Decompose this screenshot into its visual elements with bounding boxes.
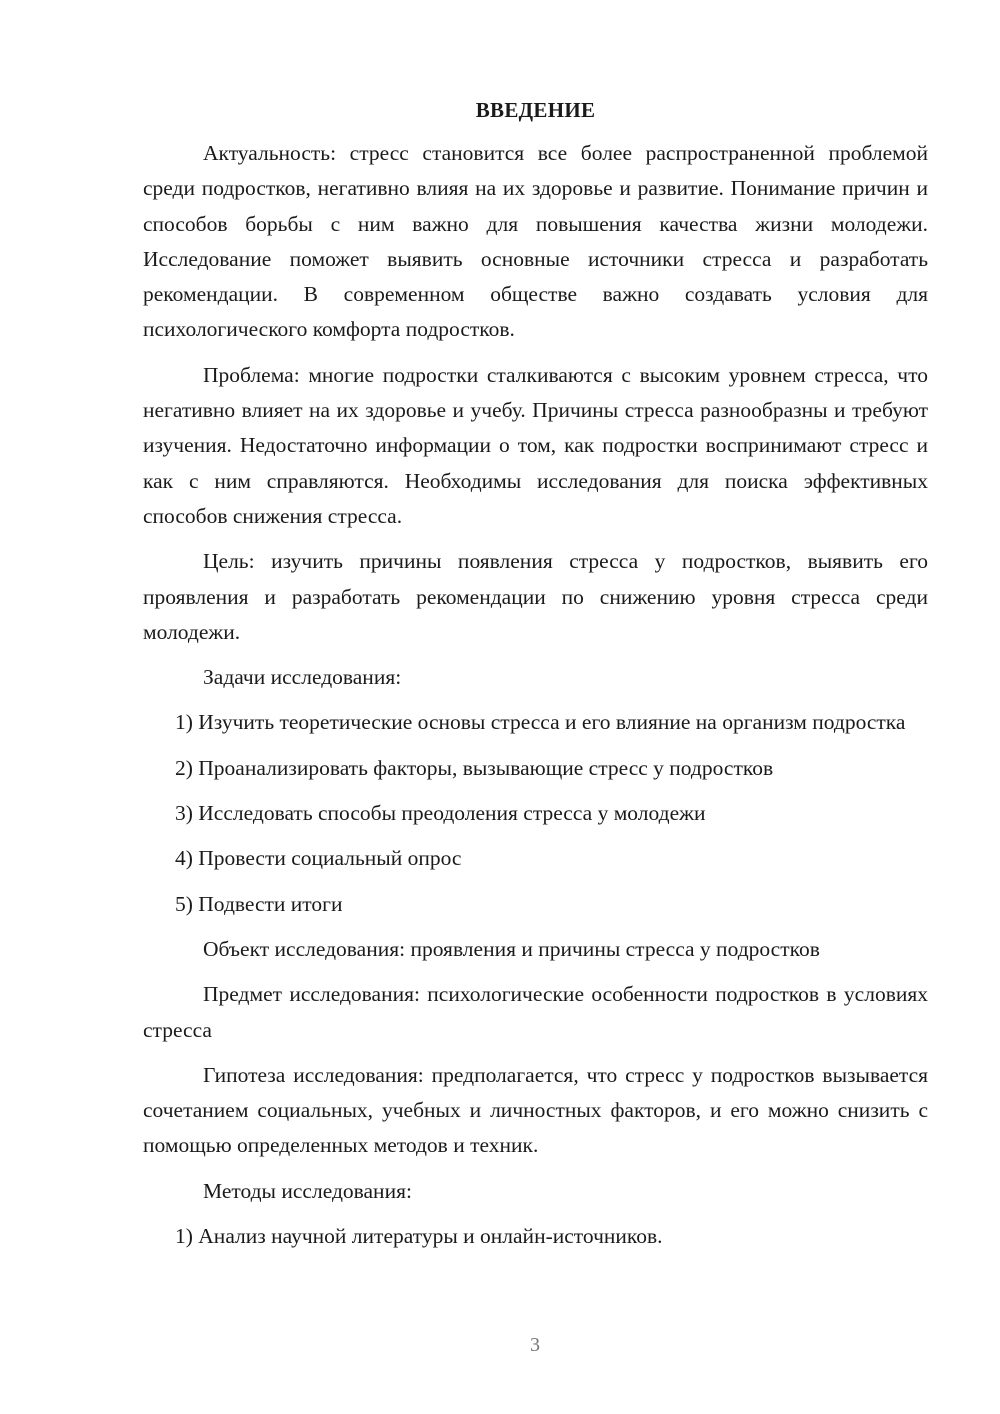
object-paragraph: Объект исследования: проявления и причины стресса у подростков: [203, 936, 820, 961]
task-item: 3) Исследовать способы преодоления стресса у молодежи: [175, 801, 706, 826]
relevance-paragraph: Актуальность: стресс становится все более распространенной проблемой среди подростков, негативно влияя на их здоровье и развитие. Понимание причин и способов борьбы с ним важно для повышения качества жизни молодежи. Исследование поможет выявить основные источники стресса и разработать рекомендации. В современном обществе важно создавать условия для психологического комфорта подростков.: [143, 141, 928, 342]
goal-paragraph: Цель: изучить причины появления стресса у подростков, выявить его проявления и разработать рекомендации по снижению уровня стресса среди молодежи.: [143, 549, 928, 644]
task-item: 4) Провести социальный опрос: [175, 846, 462, 871]
page-title: ВВЕДЕНИЕ: [475, 98, 596, 122]
task-item: 2) Проанализировать факторы, вызывающие стресс у подростков: [175, 755, 774, 780]
methods-heading: Методы исследования:: [203, 1178, 412, 1203]
method-item: 1) Анализ научной литературы и онлайн-источников.: [175, 1224, 663, 1249]
tasks-heading: Задачи исследования:: [203, 665, 402, 690]
hypothesis-paragraph: Гипотеза исследования: предполагается, что стресс у подростков вызывается сочетанием социальных, учебных и личностных факторов, и его можно снизить с помощью определенных методов и техник.: [143, 1062, 928, 1158]
task-item: 5) Подвести итоги: [175, 891, 343, 916]
task-item: 1) Изучить теоретические основы стресса и его влияние на организм подростка: [175, 710, 906, 735]
page-number: 3: [530, 1334, 540, 1356]
subject-paragraph: Предмет исследования: психологические особенности подростков в условиях стресса: [143, 982, 928, 1042]
problem-paragraph: Проблема: многие подростки сталкиваются с высоким уровнем стресса, что негативно влияет на их здоровье и учебу. Причины стресса разнообразны и требуют изучения. Недостаточно информации о том, как подростки воспринимают стресс и как с ним справляются. Необходимы исследования для поиска эффективных способов снижения стресса.: [143, 362, 928, 528]
document-page: [143, 92, 928, 1264]
